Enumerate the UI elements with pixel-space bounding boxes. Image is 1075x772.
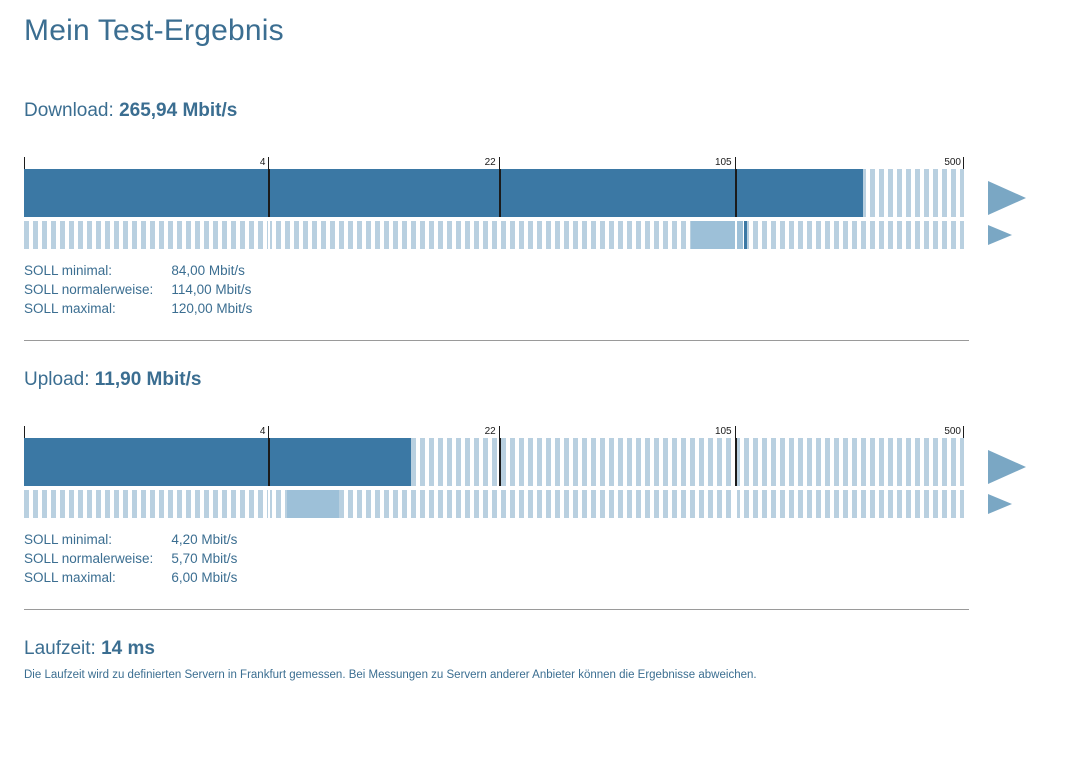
- download-bar: [24, 169, 964, 217]
- scale-tick-label-105: 105: [714, 157, 732, 168]
- bar-divider-105: [735, 438, 737, 486]
- bar-divider-105: [735, 169, 737, 217]
- upload-soll-strip: [24, 490, 964, 518]
- scale-tick-label-500: 500: [944, 426, 961, 437]
- scale-tick-start: [24, 157, 25, 169]
- download-section: [24, 100, 1051, 341]
- soll-divider-22: [499, 221, 501, 249]
- divider: [24, 609, 969, 610]
- soll-minimal-label: SOLL minimal:: [24, 263, 113, 278]
- soll-maximal-label: SOLL maximal:: [24, 301, 116, 316]
- download-heading: [24, 100, 1051, 122]
- download-soll-table: [24, 261, 252, 318]
- scale-tick-label-22: 22: [484, 157, 496, 168]
- divider: [24, 340, 969, 341]
- scale-tick-label-22: 22: [484, 426, 496, 437]
- download-bar-arrow-icon: [988, 181, 1026, 215]
- table-row: [24, 299, 252, 318]
- soll-normal-value: 5,70 Mbit/s: [171, 551, 238, 566]
- upload-heading: [24, 369, 1051, 391]
- download-gauge: [24, 150, 1026, 318]
- soll-normal-label: SOLL normalerweise:: [24, 282, 154, 297]
- table-row: [24, 549, 237, 568]
- soll-maximal-value: 6,00 Mbit/s: [171, 570, 238, 585]
- bar-divider-22: [499, 438, 501, 486]
- download-bar-fill: [24, 169, 863, 217]
- soll-divider-4: [268, 490, 270, 518]
- bar-divider-4: [268, 438, 270, 486]
- scale-tick-label-500: 500: [944, 157, 961, 168]
- soll-minimal-value: 84,00 Mbit/s: [171, 263, 245, 278]
- scale-tick-label-4: 4: [259, 157, 266, 168]
- soll-minimal-value: 4,20 Mbit/s: [171, 532, 238, 547]
- download-soll-track: [24, 221, 964, 249]
- page-title: Mein Test-Ergebnis: [24, 14, 284, 47]
- table-row: [24, 568, 237, 587]
- upload-soll-table: [24, 530, 237, 587]
- scale-tick-4: [268, 426, 269, 438]
- scale-tick-22: [499, 426, 500, 438]
- upload-soll-band: [287, 490, 339, 518]
- upload-soll-arrow-icon: [988, 494, 1012, 514]
- download-soll-strip: [24, 221, 964, 249]
- soll-maximal-value: 120,00 Mbit/s: [171, 301, 253, 316]
- upload-section: [24, 369, 1051, 610]
- latency-heading-label: Laufzeit:: [24, 638, 96, 659]
- upload-gauge: [24, 419, 1026, 587]
- upload-scale: [24, 419, 964, 438]
- download-heading-label: Download:: [24, 100, 114, 121]
- latency-footnote: Die Laufzeit wird zu definierten Servern in Frankfurt gemessen. Bei Messungen zu Servern anderer Anbieter können die Ergebnisse abweichen.: [24, 669, 757, 681]
- soll-divider-105: [735, 221, 737, 249]
- latency-heading: [24, 638, 1051, 660]
- soll-divider-22: [499, 490, 501, 518]
- upload-bar-arrow-icon: [988, 450, 1026, 484]
- scale-tick-4: [268, 157, 269, 169]
- bar-divider-4: [268, 169, 270, 217]
- download-soll-arrow-icon: [988, 225, 1012, 245]
- upload-bar: [24, 438, 964, 486]
- soll-divider-105: [735, 490, 737, 518]
- soll-maximal-label: SOLL maximal:: [24, 570, 116, 585]
- latency-section: [24, 638, 1051, 681]
- soll-normal-label: SOLL normalerweise:: [24, 551, 154, 566]
- soll-minimal-label: SOLL minimal:: [24, 532, 113, 547]
- soll-normal-value: 114,00 Mbit/s: [171, 282, 252, 297]
- scale-tick-105: [735, 157, 736, 169]
- upload-heading-value: 11,90 Mbit/s: [94, 369, 202, 390]
- download-soll-marker: [744, 221, 747, 249]
- soll-divider-4: [268, 221, 270, 249]
- table-row: [24, 530, 237, 549]
- scale-tick-label-105: 105: [714, 426, 732, 437]
- bar-divider-22: [499, 169, 501, 217]
- upload-heading-label: Upload:: [24, 369, 90, 390]
- latency-heading-value: 14 ms: [101, 638, 155, 659]
- table-row: [24, 261, 252, 280]
- table-row: [24, 280, 252, 299]
- scale-tick-label-4: 4: [259, 426, 266, 437]
- upload-bar-fill: [24, 438, 411, 486]
- download-heading-value: 265,94 Mbit/s: [119, 100, 238, 121]
- scale-tick-105: [735, 426, 736, 438]
- upload-soll-track: [24, 490, 964, 518]
- scale-tick-22: [499, 157, 500, 169]
- scale-tick-start: [24, 426, 25, 438]
- download-scale: [24, 150, 964, 169]
